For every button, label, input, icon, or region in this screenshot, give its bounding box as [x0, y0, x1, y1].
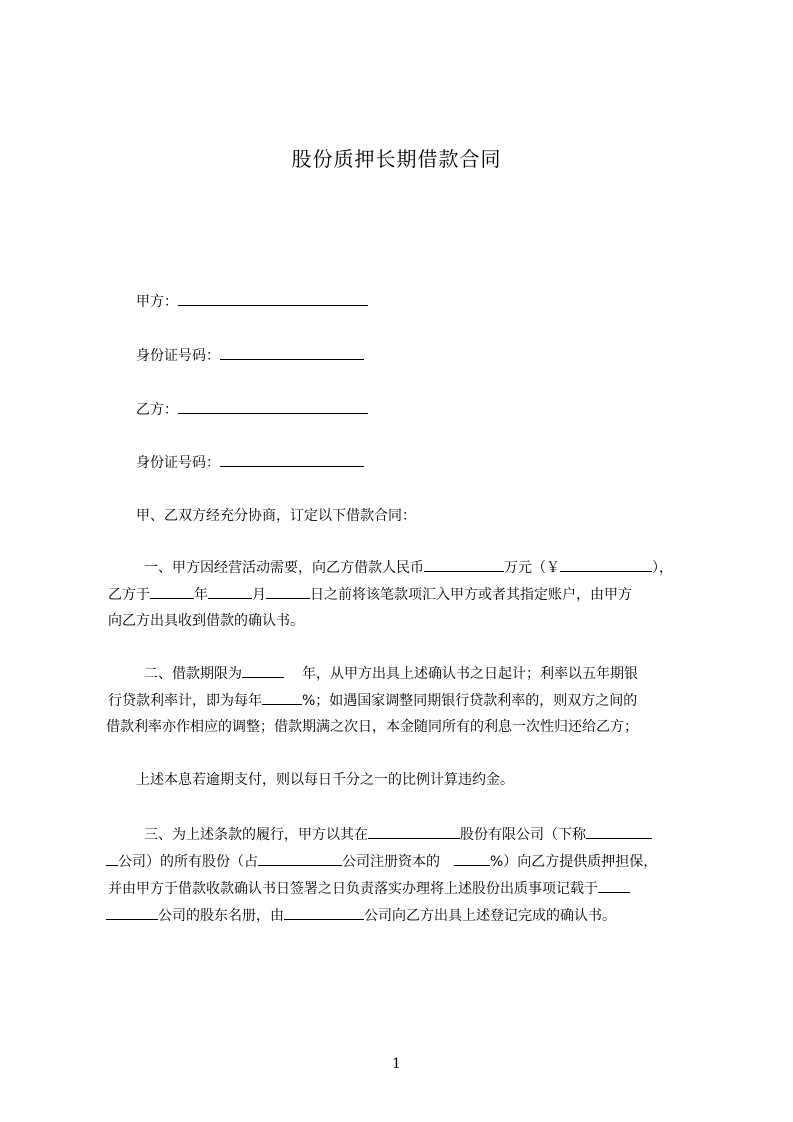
interest-rate-blank	[262, 690, 302, 705]
clause-3-text-b: 股份有限公司（下称	[460, 827, 586, 843]
party-a-label: 甲方：	[136, 294, 178, 310]
party-a-id-label: 身份证号码：	[136, 348, 220, 364]
clause-3-text-d: 公司注册资本的	[342, 854, 440, 870]
share-percent-company-blank	[258, 851, 342, 866]
intro-paragraph: 甲、乙双方经充分协商，订定以下借款合同：	[136, 508, 416, 524]
party-b-blank	[178, 399, 368, 414]
month-blank	[208, 584, 252, 599]
clause-3-text-a: 三、为上述条款的履行，甲方以其在	[144, 827, 368, 843]
day-blank	[266, 584, 310, 599]
clause-3-text-g: 公司的股东名册，由	[158, 908, 284, 924]
clause-1-text-g: 日之前将该笔款项汇入甲方或者其指定账户，由甲方	[310, 587, 632, 603]
company-short-name-blank-cont	[106, 851, 118, 866]
clause-1-line-3: 向乙方出具收到借款的确认书。	[108, 613, 304, 629]
company-name-blank	[368, 824, 460, 839]
clause-3-line-1	[144, 824, 652, 845]
company-short-name-blank	[586, 824, 652, 839]
clause-2-text-a: 二、借款期限为	[144, 666, 242, 682]
register-company-blank	[598, 878, 630, 893]
clause-3-text-e: %）向乙方提供质押担保，	[490, 854, 658, 870]
party-a-id-line	[136, 345, 364, 366]
clause-1-text-c: ），	[652, 560, 673, 576]
clause-3-line-2	[106, 851, 657, 872]
clause-2-line-2	[108, 690, 637, 711]
clause-3-text-h: 公司向乙方出具上述登记完成的确认书。	[364, 908, 616, 924]
clause-2-line-3: 借款利率亦作相应的调整；借款期满之次日，本金随同所有的利息一次性归还给乙方；	[106, 719, 638, 735]
clause-1-text-a: 一、甲方因经营活动需要，向乙方借款人民币	[144, 560, 424, 576]
clause-2-text-c: 行贷款利率计，即为每年	[108, 693, 262, 709]
clause-1-text-d: 乙方于	[108, 587, 150, 603]
clause-1-text-f: 月	[252, 587, 266, 603]
loan-amount-figure-blank	[560, 557, 652, 572]
clause-2-text-b: 年，从甲方出具上述确认书之日起计；利率以五年期银	[302, 666, 638, 682]
clause-3-line-4	[106, 905, 616, 926]
penalty-paragraph: 上述本息若逾期支付，则以每日千分之一的比例计算违约金。	[136, 772, 514, 788]
party-a-line	[136, 291, 368, 312]
clause-1-line-2	[108, 584, 632, 605]
party-b-line	[136, 399, 368, 420]
issuing-company-blank	[284, 905, 364, 920]
loan-amount-blank	[424, 557, 504, 572]
page-number: 1	[392, 1056, 401, 1072]
year-blank	[150, 584, 194, 599]
document-title: 股份质押长期借款合同	[291, 147, 502, 171]
party-b-label: 乙方：	[136, 402, 178, 418]
clause-2-text-d: %；如遇国家调整同期银行贷款利率的，则双方之间的	[302, 693, 638, 709]
party-a-blank	[178, 291, 368, 306]
party-a-id-blank	[220, 345, 364, 360]
clause-3-line-3	[108, 878, 630, 899]
party-b-id-line	[136, 452, 364, 473]
clause-1-text-b: 万元（￥	[504, 560, 560, 576]
share-percent-blank	[454, 851, 490, 866]
clause-1-line-1	[144, 557, 673, 578]
register-company-blank-cont	[106, 905, 158, 920]
loan-term-blank	[242, 663, 284, 678]
clause-3-text-f: 并由甲方于借款收款确认书日签署之日负责落实办理将上述股份出质事项记载于	[108, 881, 598, 897]
clause-1-text-e: 年	[194, 587, 208, 603]
party-b-id-blank	[220, 452, 364, 467]
clause-3-text-c: 公司）的所有股份（占	[118, 854, 258, 870]
clause-2-line-1	[144, 663, 638, 684]
party-b-id-label: 身份证号码：	[136, 455, 220, 471]
